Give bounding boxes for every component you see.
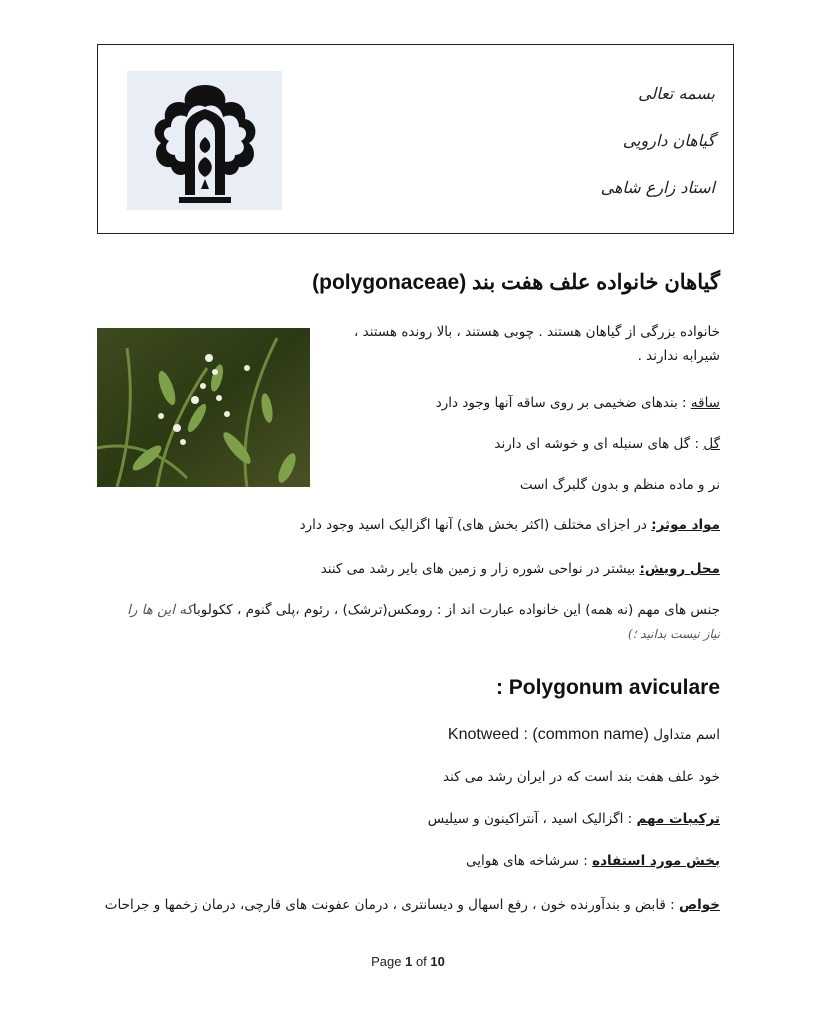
intro-paragraph [320,320,720,368]
page-number: 1 [405,954,413,969]
page-footer [0,954,816,969]
emblem-icon [145,77,265,205]
common-name-line [448,723,720,747]
common-value: (common name) : Knotweed [447,726,649,743]
active-compounds-line [300,513,720,537]
flower-text: : گل های سنبله ای و خوشه ای دارند [494,436,704,452]
active-label: مواد موثر: [651,517,720,533]
compounds-text: : اگزالیک اسید ، آنتراکینون و سیلیس [427,811,637,827]
common-prefix: اسم متداول [653,727,720,743]
sex-line: نر و ماده منظم و بدون گلبرگ است [519,477,720,493]
part-label: بخش مورد استفاده [592,853,720,869]
genera-line-1 [80,598,720,622]
part-text: : سرشاخه های هوایی [465,853,593,869]
intro-line-2: شیرابه ندارند . [637,348,720,364]
page-word: Page [371,954,402,969]
props-label: خواص [679,897,720,913]
plant-photo [97,328,310,487]
section-title-family: گیاهان خانواده علف هفت بند (polygonaceae) [312,271,720,294]
genera-note-1: که این ها را [127,602,193,618]
habitat-text: بیشتر در نواحی شوره زار و زمین های بایر رشد می کنند [320,561,640,577]
active-text: در اجزای مختلف (اکثر بخش های) آنها اگزالیک اسید وجود دارد [299,517,652,533]
habitat-label: محل رویش: [639,561,720,577]
section-title-species: Polygonum aviculare : [495,676,720,699]
header-text [601,81,715,222]
compounds-label: ترکیبات مهم [636,811,720,827]
stem-line [436,391,720,415]
genera-note-2: نیاز نیست بدانید ؛) [627,627,720,641]
stem-label: ساقه [690,395,720,411]
habitat-line [321,557,720,581]
header-box [97,44,734,234]
of-word: of [415,954,427,969]
used-part-line [466,849,720,873]
header-line-3: استاد زارع شاهی [600,178,715,197]
properties-line [80,893,720,917]
page-total: 10 [430,954,445,969]
stem-text: : بندهای ضخیمی بر روی ساقه آنها وجود دارد [435,395,691,411]
university-logo [127,71,282,210]
flower-label: گل [703,436,720,452]
flower-line [494,432,720,456]
genera-paragraph [80,598,720,646]
compounds-line [428,807,720,831]
species-desc-line: خود علف هفت بند است که در ایران رشد می کند [443,769,720,785]
header-line-1: بسمه تعالی [638,84,715,103]
genera-text: جنس های مهم (نه همه) این خانواده عبارت اند از : رومکس(ترشک) ، رئوم ،پلی گنوم ، ککولوبا [192,602,720,618]
header-line-2: گیاهان دارویی [622,131,715,150]
props-text: : قابض و بندآورنده خون ، رفع اسهال و دیسانتری ، درمان عفونت های قارچی، درمان زخمها و جراحات [104,897,680,913]
intro-line-1: خانواده بزرگی از گیاهان هستند . چوبی هستند ، بالا رونده هستند ، [353,324,720,340]
